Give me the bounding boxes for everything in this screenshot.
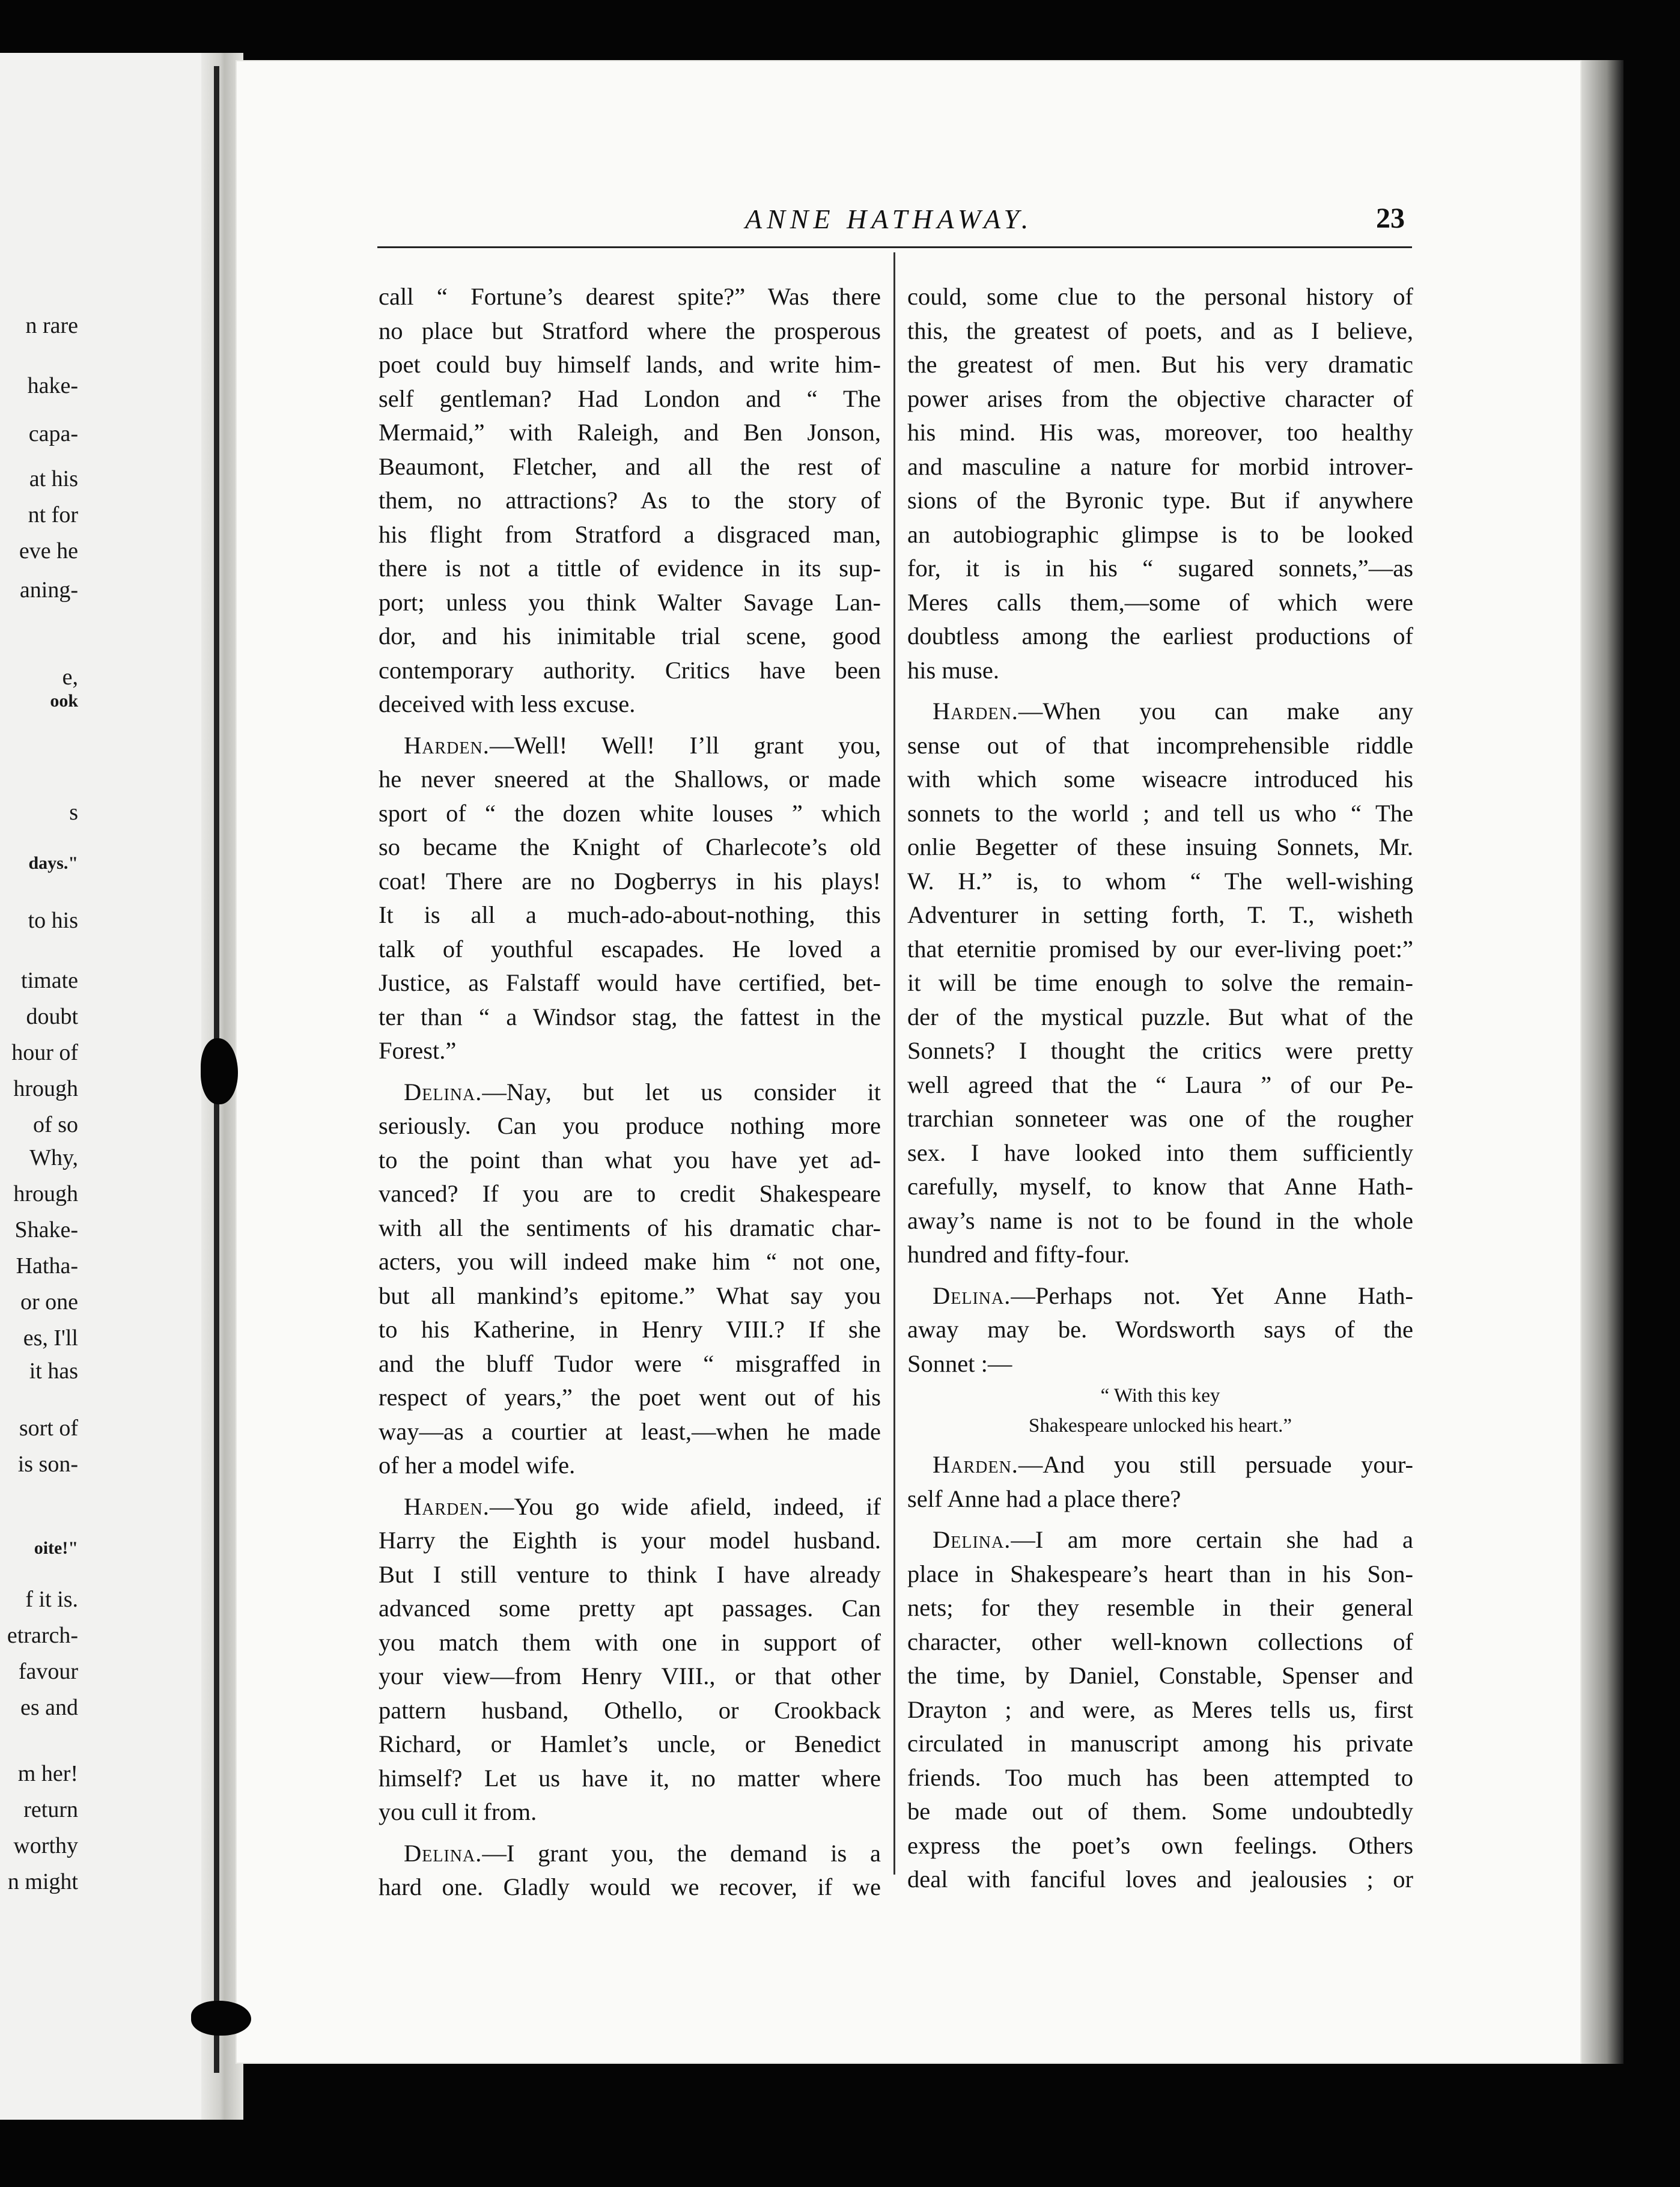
facing-page-fragment: es and (20, 1695, 78, 1720)
line-text: —I am more certain she had a (1011, 1526, 1413, 1553)
line-text: and the bluff Tudor were “ misgraffed in (379, 1349, 881, 1377)
line-text: for, it is in his “ sugared sonnets,”—as (907, 555, 1413, 582)
facing-page-fragment: Why, (29, 1145, 78, 1170)
line-text: hard one. Gladly would we recover, if we (379, 1873, 881, 1900)
line-text: circulated in manuscript among his private (907, 1730, 1413, 1757)
facing-page-fragment: m her! (17, 1761, 78, 1786)
line-text: sions of the Byronic type. But if anywhere (907, 487, 1413, 514)
text-line (907, 966, 1413, 1000)
line-text: —When you can make any (1018, 698, 1413, 725)
text-line (379, 1313, 881, 1347)
text-line (379, 1279, 881, 1313)
speaker-name: Harden. (933, 1451, 1018, 1478)
text-line (907, 1448, 1413, 1482)
line-text: coat! There are no Dogberrys in his plays! (379, 867, 881, 895)
text-line (907, 280, 1413, 314)
quotation-line: Shakespeare unlocked his heart.” (1029, 1415, 1292, 1437)
text-line (379, 1558, 881, 1592)
line-text: onlie Begetter of these insuing Sonnets, Mr. (907, 833, 1413, 860)
facing-page-fragment: at his (29, 466, 78, 491)
text-line (379, 797, 881, 831)
line-text: —And you still persuade your- (1018, 1451, 1413, 1478)
facing-page-fragment: to his (28, 908, 78, 933)
text-line (379, 314, 881, 348)
paragraph-gap (379, 1830, 881, 1837)
line-text: to his Katherine, in Henry VIII.? If she (379, 1316, 881, 1343)
facing-page-fragment: worthy (13, 1833, 78, 1858)
speaker-name: Delina. (933, 1526, 1011, 1553)
text-line (907, 1557, 1413, 1592)
text-line (907, 552, 1413, 586)
text-line (379, 1034, 881, 1068)
text-line (379, 1177, 881, 1211)
line-text: them, no attractions? As to the story of (379, 487, 881, 514)
line-text: the greatest of men. But his very dramatic (907, 351, 1413, 378)
text-line (379, 586, 881, 620)
text-line (379, 1694, 881, 1728)
speaker-name: Delina. (933, 1282, 1011, 1309)
line-text: —Nay, but let us consider it (482, 1078, 881, 1106)
line-text: —You go wide afield, indeed, if (489, 1492, 881, 1520)
text-line (379, 552, 881, 586)
text-line (907, 762, 1413, 797)
speaker-name: Harden. (933, 698, 1018, 725)
line-text: ter than “ a Windsor stag, the fattest in the (379, 1003, 881, 1030)
text-line (379, 1245, 881, 1279)
text-line (907, 1591, 1413, 1625)
line-text: this, the greatest of poets, and as I believe, (907, 317, 1413, 344)
line-text: call “ Fortune’s dearest spite?” Was there (379, 283, 881, 310)
text-line (907, 932, 1413, 967)
text-column-left (379, 280, 881, 1905)
facing-page-fragment: e, (62, 665, 78, 690)
text-line (379, 416, 881, 450)
line-text: respect of years,” the poet went out of his (379, 1384, 881, 1411)
text-line (379, 1490, 881, 1524)
text-line (907, 1279, 1413, 1313)
line-text: carefully, myself, to know that Anne Hath- (907, 1173, 1413, 1200)
line-text: Forest.” (379, 1037, 457, 1064)
text-line (907, 1000, 1413, 1035)
paragraph-gap (379, 722, 881, 729)
facing-page-fragment: n might (7, 1869, 78, 1894)
text-line (379, 966, 881, 1000)
text-line (379, 1762, 881, 1796)
text-line (907, 450, 1413, 484)
text-line (379, 687, 881, 722)
line-text: Meres calls them,—some of which were (907, 588, 1413, 616)
line-text: it will be time enough to solve the remain- (907, 969, 1413, 996)
line-text: It is all a much-ado-about-nothing, this (379, 901, 881, 928)
line-text: express the poet’s own feelings. Others (907, 1831, 1413, 1859)
text-column-right (907, 280, 1413, 1897)
line-text: sport of “ the dozen white louses ” which (379, 799, 881, 827)
paragraph-gap (907, 687, 1413, 695)
text-line (907, 797, 1413, 831)
line-text: power arises from the objective character of (907, 385, 1413, 412)
text-line (379, 1381, 881, 1415)
facing-page-fragment: return (23, 1797, 78, 1822)
text-line (379, 1524, 881, 1558)
text-line (907, 348, 1413, 382)
quotation-line: “ With this key (1100, 1385, 1220, 1407)
line-text: Harry the Eighth is your model husband. (379, 1527, 881, 1554)
text-line (379, 1626, 881, 1660)
line-text: Richard, or Hamlet’s uncle, or Benedict (379, 1730, 881, 1757)
header-rule (377, 246, 1412, 248)
line-text: he never sneered at the Shallows, or made (379, 765, 881, 792)
line-text: with all the sentiments of his dramatic char- (379, 1214, 881, 1241)
text-line (907, 1727, 1413, 1761)
line-text: but all mankind’s epitome.” What say you (379, 1282, 881, 1309)
line-text: acters, you will indeed make him “ not one, (379, 1248, 881, 1275)
facing-page-fragment: hrough (13, 1181, 78, 1206)
facing-page-fragment: favour (18, 1659, 78, 1684)
text-line (907, 1204, 1413, 1238)
line-text: sense out of that incomprehensible riddle (907, 731, 1413, 759)
facing-page-fragment: nt for (28, 502, 78, 528)
text-line (907, 1102, 1413, 1136)
line-text: an autobiographic glimpse is to be looked (907, 520, 1413, 548)
line-text: away’s name is not to be found in the whole (907, 1206, 1413, 1234)
text-line (379, 1592, 881, 1626)
line-text: Mermaid,” with Raleigh, and Ben Jonson, (379, 419, 881, 446)
text-line (907, 695, 1413, 729)
text-line (379, 865, 881, 899)
text-line (379, 450, 881, 484)
line-text: away may be. Wordsworth says of the (907, 1316, 1413, 1343)
text-line (907, 518, 1413, 552)
facing-page-fragment: days." (28, 853, 78, 873)
line-text: place in Shakespeare’s heart than in his Son- (907, 1560, 1413, 1587)
text-line (907, 1482, 1413, 1516)
line-text: your view—from Henry VIII., or that other (379, 1662, 881, 1690)
facing-page-fragment: is son- (17, 1452, 78, 1477)
line-text: there is not a tittle of evidence in its sup- (379, 555, 881, 582)
text-line (379, 1870, 881, 1905)
line-text: be made out of them. Some undoubtedly (907, 1798, 1413, 1825)
text-line (379, 1211, 881, 1246)
text-line (379, 619, 881, 654)
facing-page-fragment: sort of (19, 1416, 78, 1441)
facing-page-fragment: oite!" (34, 1538, 78, 1558)
facing-page-fragment: hake- (27, 373, 78, 398)
paragraph-gap (379, 1483, 881, 1490)
text-line (379, 1659, 881, 1694)
text-line (907, 830, 1413, 865)
text-line (907, 586, 1413, 620)
text-line (907, 1313, 1413, 1347)
facing-page-fragment: timate (21, 968, 78, 993)
line-text: doubtless among the earliest productions of (907, 622, 1413, 649)
ink-blot-lower (191, 2001, 251, 2036)
line-text: seriously. Can you produce nothing more (379, 1112, 881, 1139)
line-text: —I grant you, the demand is a (482, 1839, 881, 1867)
text-line (907, 382, 1413, 416)
text-line (379, 1347, 881, 1381)
line-text: well agreed that the “ Laura ” of our Pe- (907, 1071, 1413, 1098)
facing-page-fragment: aning- (19, 577, 78, 603)
line-text: nets; for they resemble in their general (907, 1594, 1413, 1621)
line-text: self gentleman? Had London and “ The (379, 385, 881, 412)
text-line (907, 1659, 1413, 1693)
text-line (379, 382, 881, 416)
line-text: Justice, as Falstaff would have certified, bet- (379, 969, 881, 996)
facing-page-fragment: Hatha- (16, 1253, 78, 1279)
text-line (379, 1109, 881, 1143)
text-line (379, 932, 881, 967)
text-line (379, 1075, 881, 1110)
text-line (907, 898, 1413, 932)
text-line (379, 1000, 881, 1035)
facing-page-fragment: f it is. (25, 1587, 78, 1612)
text-line (907, 1347, 1413, 1381)
line-text: you cull it from. (379, 1798, 537, 1825)
text-line (907, 729, 1413, 763)
text-line (907, 1625, 1413, 1659)
text-line (379, 348, 881, 382)
facing-page-fragment: Shake- (14, 1217, 78, 1243)
text-line (379, 1727, 881, 1762)
text-line (379, 729, 881, 763)
line-text: of her a model wife. (379, 1452, 576, 1479)
facing-page-fragment: ook (50, 691, 78, 711)
line-text: that eternitie promised by our ever-living poet:” (907, 935, 1413, 963)
text-line (907, 1034, 1413, 1068)
paragraph-gap (379, 1068, 881, 1075)
line-text: no place but Stratford where the prosperous (379, 317, 881, 344)
line-text: self Anne had a place there? (907, 1485, 1181, 1512)
text-line (379, 1415, 881, 1449)
text-line (907, 416, 1413, 450)
facing-page-fragment: or one (20, 1289, 78, 1315)
facing-page-fragment: eve he (19, 538, 78, 564)
text-line (379, 1143, 881, 1178)
facing-page-fragment: hrough (13, 1076, 78, 1101)
facing-page-fragment: es, I'll (23, 1325, 78, 1351)
text-line (907, 1238, 1413, 1272)
facing-page-fragment: n rare (25, 313, 78, 338)
speaker-name: Delina. (404, 1839, 482, 1867)
text-line (379, 898, 881, 932)
text-line (907, 865, 1413, 899)
line-text: to the point than what you have yet ad- (379, 1146, 881, 1173)
line-text: poet could buy himself lands, and write him- (379, 351, 881, 378)
text-line (379, 1837, 881, 1871)
line-text: trarchian sonneteer was one of the rougher (907, 1105, 1413, 1132)
line-text: you match them with one in support of (379, 1628, 881, 1656)
paragraph-gap (907, 1516, 1413, 1523)
ink-blot-upper (201, 1038, 238, 1104)
text-line (379, 518, 881, 552)
text-line (907, 314, 1413, 348)
line-text: the time, by Daniel, Constable, Spenser and (907, 1662, 1413, 1689)
line-text: character, other well-known collections of (907, 1628, 1413, 1655)
facing-page-fragment: hour of (11, 1040, 78, 1065)
text-line (379, 830, 881, 865)
line-text: sex. I have looked into them sufficiently (907, 1139, 1413, 1166)
facing-page-fragment: capa- (28, 421, 78, 446)
text-line (907, 1693, 1413, 1727)
line-text: deal with fanciful loves and jealousies ; or (907, 1866, 1413, 1893)
line-text: sonnets to the world ; and tell us who “ The (907, 799, 1413, 827)
text-line (907, 1863, 1413, 1897)
line-text: —Perhaps not. Yet Anne Hath- (1011, 1282, 1413, 1309)
text-line (907, 1068, 1413, 1103)
line-text: Adventurer in setting forth, T. T., wisheth (907, 901, 1413, 928)
line-text: advanced some pretty apt passages. Can (379, 1595, 881, 1622)
line-text: his flight from Stratford a disgraced man, (379, 520, 881, 548)
facing-page-fragment: etrarch- (7, 1623, 78, 1648)
facing-page-fragment: s (69, 800, 78, 825)
facing-page-fragment: it has (29, 1358, 78, 1384)
line-text: Beaumont, Fletcher, and all the rest of (379, 452, 881, 480)
text-line (907, 1829, 1413, 1863)
line-text: with which some wiseacre introduced his (907, 765, 1413, 792)
text-line (379, 1795, 881, 1830)
line-text: Drayton ; and were, as Meres tells us, first (907, 1696, 1413, 1723)
text-line (907, 484, 1413, 518)
line-text: Sonnets? I thought the critics were pretty (907, 1037, 1413, 1064)
text-line (907, 1523, 1413, 1557)
text-line (907, 1170, 1413, 1204)
speaker-name: Harden. (404, 731, 490, 759)
line-text: dor, and his inimitable trial scene, good (379, 622, 881, 649)
line-text: deceived with less excuse. (379, 690, 636, 717)
text-line (907, 1795, 1413, 1829)
line-text: der of the mystical puzzle. But what of the (907, 1003, 1413, 1030)
line-text: Sonnet :— (907, 1349, 1012, 1377)
line-text: port; unless you think Walter Savage Lan- (379, 588, 881, 616)
text-line (379, 654, 881, 688)
line-text: his mind. His was, moreover, too healthy (907, 419, 1413, 446)
line-text: pattern husband, Othello, or Crookback (379, 1696, 881, 1724)
line-text: himself? Let us have it, no matter where (379, 1764, 881, 1792)
text-line (379, 762, 881, 797)
paragraph-gap (907, 1441, 1413, 1448)
running-title: ANNE HATHAWAY. (745, 204, 1033, 234)
text-line (379, 280, 881, 314)
column-divider (893, 252, 895, 1875)
text-line (907, 1136, 1413, 1170)
facing-page-fragment: of so (33, 1112, 78, 1137)
line-text: friends. Too much has been attempted to (907, 1763, 1413, 1791)
line-text: But I still venture to think I have already (379, 1560, 881, 1588)
text-line (907, 1761, 1413, 1795)
line-text: vanced? If you are to credit Shakespeare (379, 1180, 881, 1207)
text-line (907, 619, 1413, 654)
line-text: talk of youthful escapades. He loved a (379, 935, 881, 963)
text-line (379, 1449, 881, 1483)
facing-page-fragment: doubt (26, 1004, 78, 1029)
speaker-name: Harden. (404, 1492, 490, 1520)
text-line (379, 484, 881, 518)
line-text: and masculine a nature for morbid introver- (907, 452, 1413, 480)
page-number: 23 (1376, 202, 1405, 234)
line-text: W. H.” is, to whom “ The well-wishing (907, 867, 1413, 895)
line-text: contemporary authority. Critics have been (379, 656, 881, 684)
page-edge-shadow (1581, 60, 1624, 2064)
line-text: —Well! Well! I’ll grant you, (489, 731, 881, 759)
paragraph-gap (907, 1272, 1413, 1279)
line-text: his muse. (907, 656, 1000, 684)
line-text: way—as a courtier at least,—when he made (379, 1417, 881, 1445)
line-text: so became the Knight of Charlecote’s old (379, 833, 881, 860)
text-line (907, 654, 1413, 688)
speaker-name: Delina. (404, 1078, 482, 1106)
line-text: could, some clue to the personal history of (907, 283, 1413, 310)
line-text: hundred and fifty-four. (907, 1241, 1130, 1268)
